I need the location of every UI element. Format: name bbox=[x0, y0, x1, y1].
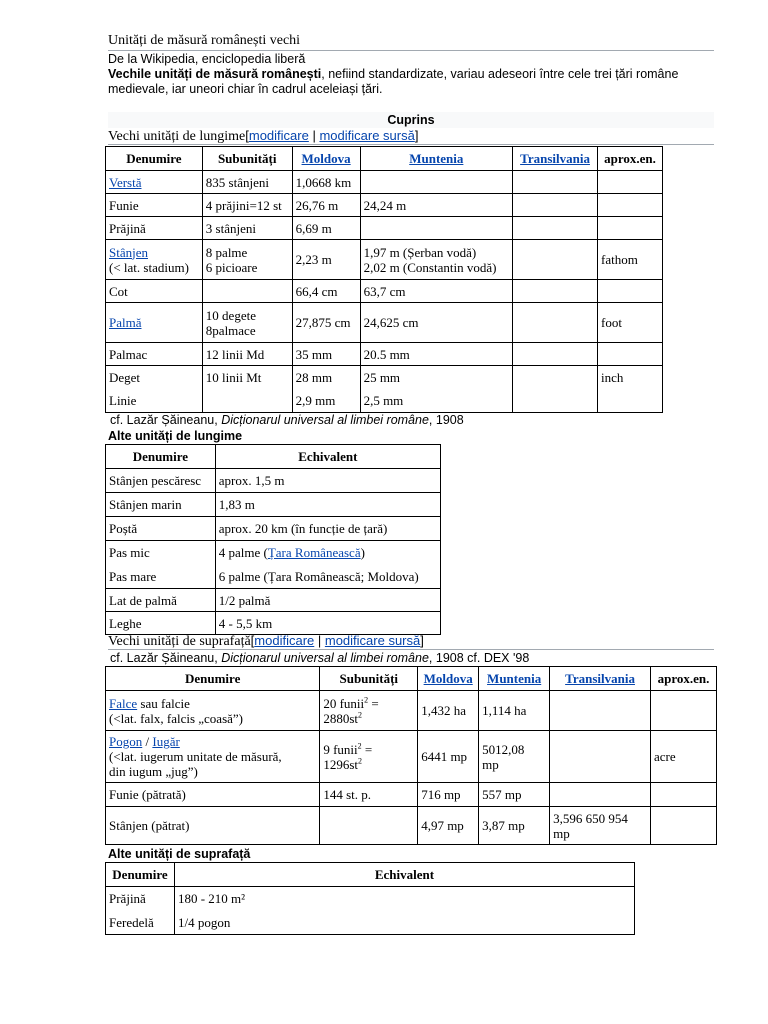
cell-transilvania-2: mp bbox=[553, 825, 570, 841]
table-row bbox=[106, 589, 441, 612]
cell-moldova: 2,23 m bbox=[292, 240, 360, 280]
superscript-2: 2 bbox=[358, 756, 362, 766]
other-area-heading: Alte unități de suprafață bbox=[108, 847, 251, 861]
edit-link[interactable]: modificare bbox=[248, 128, 309, 143]
cell-transilvania bbox=[513, 194, 598, 217]
cell-muntenia: 1,114 ha bbox=[479, 691, 550, 731]
edit-link[interactable]: modificare bbox=[254, 633, 315, 648]
cell-en bbox=[598, 217, 663, 240]
area-heading bbox=[108, 633, 424, 650]
cell-sub-2: 1296st bbox=[323, 756, 358, 772]
table-row bbox=[106, 887, 635, 911]
cell-name-note: (<lat. falx, falcis „coasă”) bbox=[109, 710, 244, 726]
cell-value: 180 - 210 m² bbox=[174, 887, 634, 911]
table-row bbox=[106, 194, 663, 217]
source-dictionary: Dicționarul universal al limbei române bbox=[221, 651, 429, 665]
cell-muntenia: 557 mp bbox=[479, 783, 550, 807]
cell-transilvania bbox=[513, 240, 598, 280]
edit-sep: | bbox=[308, 128, 320, 143]
area-table bbox=[105, 666, 717, 845]
muntenia-link[interactable]: Muntenia bbox=[487, 671, 542, 686]
cell-sub bbox=[202, 280, 292, 303]
col-header-muntenia[interactable] bbox=[479, 667, 550, 691]
edit-bracket-open: [ bbox=[245, 128, 249, 143]
col-header-transilvania[interactable] bbox=[513, 147, 598, 171]
cell-value bbox=[215, 541, 440, 565]
col-header-echivalent: Echivalent bbox=[215, 445, 440, 469]
col-header-muntenia[interactable] bbox=[360, 147, 513, 171]
cell-name: Pas mare bbox=[106, 565, 216, 589]
cell-en bbox=[651, 807, 717, 845]
edit-bracket-close: ] bbox=[420, 633, 424, 648]
edit-bracket-close: ] bbox=[414, 128, 419, 143]
area-source bbox=[110, 651, 529, 665]
cell-name-note: (<lat. iugerum unitate de măsură, bbox=[109, 749, 282, 764]
col-header-echivalent: Echivalent bbox=[174, 863, 634, 887]
table-row bbox=[106, 343, 663, 366]
tara-romaneasca-link[interactable]: Țara Românească bbox=[267, 545, 361, 561]
page-title: Unități de măsură românești vechi bbox=[108, 33, 301, 48]
cell-transilvania bbox=[513, 366, 598, 390]
cell-name: Palmac bbox=[106, 343, 203, 366]
table-row bbox=[106, 517, 441, 541]
cell-sub bbox=[202, 390, 292, 413]
cell-name-note: (< lat. stadium) bbox=[109, 259, 189, 275]
cell-sub: 3 stânjeni bbox=[202, 217, 292, 240]
cell-en: acre bbox=[651, 731, 717, 783]
cell-name: Poștă bbox=[106, 517, 216, 541]
stanjen-link[interactable]: Stânjen bbox=[109, 244, 148, 260]
cell-en bbox=[598, 390, 663, 413]
superscript-2: 2 bbox=[364, 695, 369, 705]
edit-source-link[interactable]: modificare sursă bbox=[319, 128, 415, 143]
cell-muntenia: 2,5 mm bbox=[360, 390, 513, 413]
cell-name: Stânjen (pătrat) bbox=[106, 807, 320, 845]
cell-sub: 10 linii Mt bbox=[202, 366, 292, 390]
cell-transilvania bbox=[513, 303, 598, 343]
cell-transilvania bbox=[513, 171, 598, 194]
cell-sub-2: 6 picioare bbox=[205, 259, 258, 275]
table-header-row bbox=[106, 147, 663, 171]
pogon-link[interactable]: Pogon bbox=[109, 734, 143, 749]
cell-name: Feredelă bbox=[106, 911, 175, 935]
table-header-row bbox=[106, 445, 441, 469]
table-row bbox=[106, 217, 663, 240]
edit-source-link[interactable]: modificare sursă bbox=[324, 633, 421, 648]
cell-sub bbox=[320, 807, 418, 845]
table-row bbox=[106, 303, 663, 343]
intro-bold: Vechile unități de măsură românești bbox=[108, 67, 322, 81]
cell-transilvania bbox=[513, 343, 598, 366]
cell-sub: 835 stânjeni bbox=[202, 171, 292, 194]
cell-transilvania bbox=[513, 280, 598, 303]
cell-muntenia-2: 2,02 m (Constantin vodă) bbox=[363, 259, 497, 275]
source-year: , 1908 bbox=[428, 413, 464, 427]
cell-muntenia bbox=[360, 217, 513, 240]
length-heading-text: Vechi unități de lungime bbox=[108, 129, 246, 144]
versta-link[interactable]: Verstă bbox=[109, 174, 142, 190]
cell-muntenia: 25 mm bbox=[360, 366, 513, 390]
cell-moldova: 1,432 ha bbox=[418, 691, 479, 731]
cell-sub-2: 2880st bbox=[323, 710, 358, 726]
cell-transilvania bbox=[550, 731, 651, 783]
cell-name: Prăjină bbox=[106, 887, 175, 911]
intro-rest: , nefiind standardizate, variau adeseori între cele trei țări române medievale, iar uneori chiar în cadrul aceleiași țări. bbox=[108, 67, 679, 96]
palma-link[interactable]: Palmă bbox=[109, 315, 142, 330]
intro-paragraph bbox=[108, 67, 718, 97]
cell-moldova: 1,0668 km bbox=[292, 171, 360, 194]
cell-moldova: 4,97 mp bbox=[418, 807, 479, 845]
table-row bbox=[106, 783, 717, 807]
col-header-subunitati: Subunități bbox=[320, 667, 418, 691]
cell-value: 1,83 m bbox=[215, 493, 440, 517]
other-area-table bbox=[105, 862, 635, 935]
cell-value: 4 - 5,5 km bbox=[215, 612, 440, 635]
transilvania-link[interactable]: Transilvania bbox=[520, 151, 590, 166]
cell-value: aprox. 20 km (în funcție de țară) bbox=[215, 517, 440, 541]
cell-sub: 4 prăjini=12 st bbox=[202, 194, 292, 217]
cell-en: fathom bbox=[598, 240, 663, 280]
cell-en bbox=[598, 280, 663, 303]
table-header-row bbox=[106, 667, 717, 691]
cell-transilvania bbox=[513, 217, 598, 240]
source-prefix: cf. Lazăr Șăineanu, bbox=[110, 651, 222, 665]
toc-title: Cuprins bbox=[387, 113, 435, 127]
cell-muntenia bbox=[360, 171, 513, 194]
cell-moldova: 26,76 m bbox=[292, 194, 360, 217]
iugar-link[interactable]: Iugăr bbox=[152, 734, 180, 749]
source-year: , 1908 cf. DEX '98 bbox=[428, 651, 530, 665]
title-divider bbox=[108, 50, 714, 51]
cell-transilvania: 3,596 650 954 bbox=[553, 810, 628, 826]
cell-en: foot bbox=[598, 303, 663, 343]
table-row bbox=[106, 390, 663, 413]
table-row bbox=[106, 469, 441, 493]
length-heading-divider bbox=[108, 144, 714, 145]
cell-name: Funie (pătrată) bbox=[106, 783, 320, 807]
name-separator: / bbox=[142, 734, 153, 749]
toc-box[interactable] bbox=[108, 112, 714, 128]
cell-moldova: 6,69 m bbox=[292, 217, 360, 240]
cell-moldova: 27,875 cm bbox=[292, 303, 360, 343]
col-header-aprox-en: aprox.en. bbox=[651, 667, 717, 691]
table-row bbox=[106, 691, 717, 731]
cell-name: Pas mic bbox=[106, 541, 216, 565]
cell-name: Cot bbox=[106, 280, 203, 303]
col-header-denumire: Denumire bbox=[106, 863, 175, 887]
cell-name: Lat de palmă bbox=[106, 589, 216, 612]
cell-name: Deget bbox=[106, 366, 203, 390]
col-header-subunitati: Subunități bbox=[202, 147, 292, 171]
table-row bbox=[106, 280, 663, 303]
col-header-denumire: Denumire bbox=[106, 445, 216, 469]
cell-en bbox=[651, 783, 717, 807]
length-source bbox=[110, 413, 464, 427]
cell-name: Linie bbox=[106, 390, 203, 413]
cell-value: 6 palme (Țara Românească; Moldova) bbox=[215, 565, 440, 589]
cell-sub: 10 degete bbox=[205, 307, 256, 323]
cell-sub: 20 funii bbox=[323, 695, 365, 711]
cell-sub: 144 st. p. bbox=[320, 783, 418, 807]
cell-moldova: 28 mm bbox=[292, 366, 360, 390]
length-table bbox=[105, 146, 663, 413]
superscript-2: 2 bbox=[357, 741, 362, 751]
length-heading bbox=[108, 128, 418, 145]
cell-name: Stânjen pescăresc bbox=[106, 469, 216, 493]
cell-value: 1/2 palmă bbox=[215, 589, 440, 612]
area-heading-divider bbox=[108, 649, 714, 650]
other-length-table bbox=[105, 444, 441, 635]
table-row bbox=[106, 240, 663, 280]
value-suffix: ) bbox=[360, 545, 365, 561]
muntenia-link[interactable]: Muntenia bbox=[409, 151, 464, 166]
cell-transilvania bbox=[550, 691, 651, 731]
cell-muntenia: 3,87 mp bbox=[479, 807, 550, 845]
table-row bbox=[106, 565, 441, 589]
table-row bbox=[106, 731, 717, 783]
cell-muntenia: 20.5 mm bbox=[360, 343, 513, 366]
cell-name-note-2: din iugum „jug”) bbox=[109, 764, 198, 779]
cell-sub: 12 linii Md bbox=[202, 343, 292, 366]
cell-moldova: 716 mp bbox=[418, 783, 479, 807]
cell-name: Prăjină bbox=[106, 217, 203, 240]
cell-moldova: 6441 mp bbox=[418, 731, 479, 783]
table-row bbox=[106, 911, 635, 935]
cell-en bbox=[598, 194, 663, 217]
transilvania-link[interactable]: Transilvania bbox=[565, 671, 635, 686]
table-row bbox=[106, 612, 441, 635]
other-length-heading: Alte unități de lungime bbox=[108, 429, 243, 443]
cell-name: Leghe bbox=[106, 612, 216, 635]
cell-muntenia-2: mp bbox=[482, 756, 499, 772]
cell-muntenia: 24,24 m bbox=[360, 194, 513, 217]
table-row bbox=[106, 366, 663, 390]
source-dictionary: Dicționarul universal al limbei române bbox=[221, 413, 429, 427]
cell-sub-2: 8palmace bbox=[205, 322, 256, 338]
cell-en bbox=[651, 691, 717, 731]
cell-value: aprox. 1,5 m bbox=[215, 469, 440, 493]
cell-moldova: 66,4 cm bbox=[292, 280, 360, 303]
table-row bbox=[106, 171, 663, 194]
cell-name: sau falcie bbox=[137, 695, 190, 711]
table-row bbox=[106, 541, 441, 565]
falce-link[interactable]: Falce bbox=[109, 695, 138, 711]
superscript-2: 2 bbox=[358, 710, 362, 720]
cell-sub-eq: = bbox=[361, 741, 373, 757]
col-header-denumire: Denumire bbox=[106, 147, 203, 171]
col-header-denumire: Denumire bbox=[106, 667, 320, 691]
cell-muntenia: 1,97 m (Șerban vodă) bbox=[363, 244, 477, 260]
cell-transilvania bbox=[550, 783, 651, 807]
cell-muntenia: 24,625 cm bbox=[360, 303, 513, 343]
cell-sub: 8 palme bbox=[205, 244, 248, 260]
edit-sep: | bbox=[314, 633, 325, 648]
col-header-transilvania[interactable] bbox=[550, 667, 651, 691]
cell-transilvania bbox=[513, 390, 598, 413]
cell-en bbox=[598, 171, 663, 194]
moldova-link[interactable]: Moldova bbox=[301, 151, 351, 166]
cell-moldova: 2,9 mm bbox=[292, 390, 360, 413]
page-subtitle: De la Wikipedia, enciclopedia liberă bbox=[108, 52, 306, 66]
cell-muntenia: 5012,08 bbox=[482, 741, 525, 757]
table-header-row bbox=[106, 863, 635, 887]
cell-en: inch bbox=[598, 366, 663, 390]
cell-sub-eq: = bbox=[368, 695, 379, 711]
cell-sub: 9 funii bbox=[323, 741, 358, 757]
area-heading-text: Vechi unități de suprafață bbox=[108, 634, 251, 649]
cell-name: Stânjen marin bbox=[106, 493, 216, 517]
cell-muntenia: 63,7 cm bbox=[360, 280, 513, 303]
col-header-moldova[interactable] bbox=[292, 147, 360, 171]
cell-en bbox=[598, 343, 663, 366]
edit-bracket-open: [ bbox=[250, 633, 255, 648]
cell-name: Funie bbox=[106, 194, 203, 217]
table-row bbox=[106, 493, 441, 517]
col-header-moldova[interactable] bbox=[418, 667, 479, 691]
cell-moldova: 35 mm bbox=[292, 343, 360, 366]
value-prefix: 4 palme ( bbox=[218, 545, 268, 561]
table-row bbox=[106, 807, 717, 845]
col-header-aprox-en: aprox.en. bbox=[598, 147, 663, 171]
cell-value: 1/4 pogon bbox=[174, 911, 634, 935]
source-prefix: cf. Lazăr Șăineanu, bbox=[110, 413, 222, 427]
moldova-link[interactable]: Moldova bbox=[423, 671, 473, 686]
